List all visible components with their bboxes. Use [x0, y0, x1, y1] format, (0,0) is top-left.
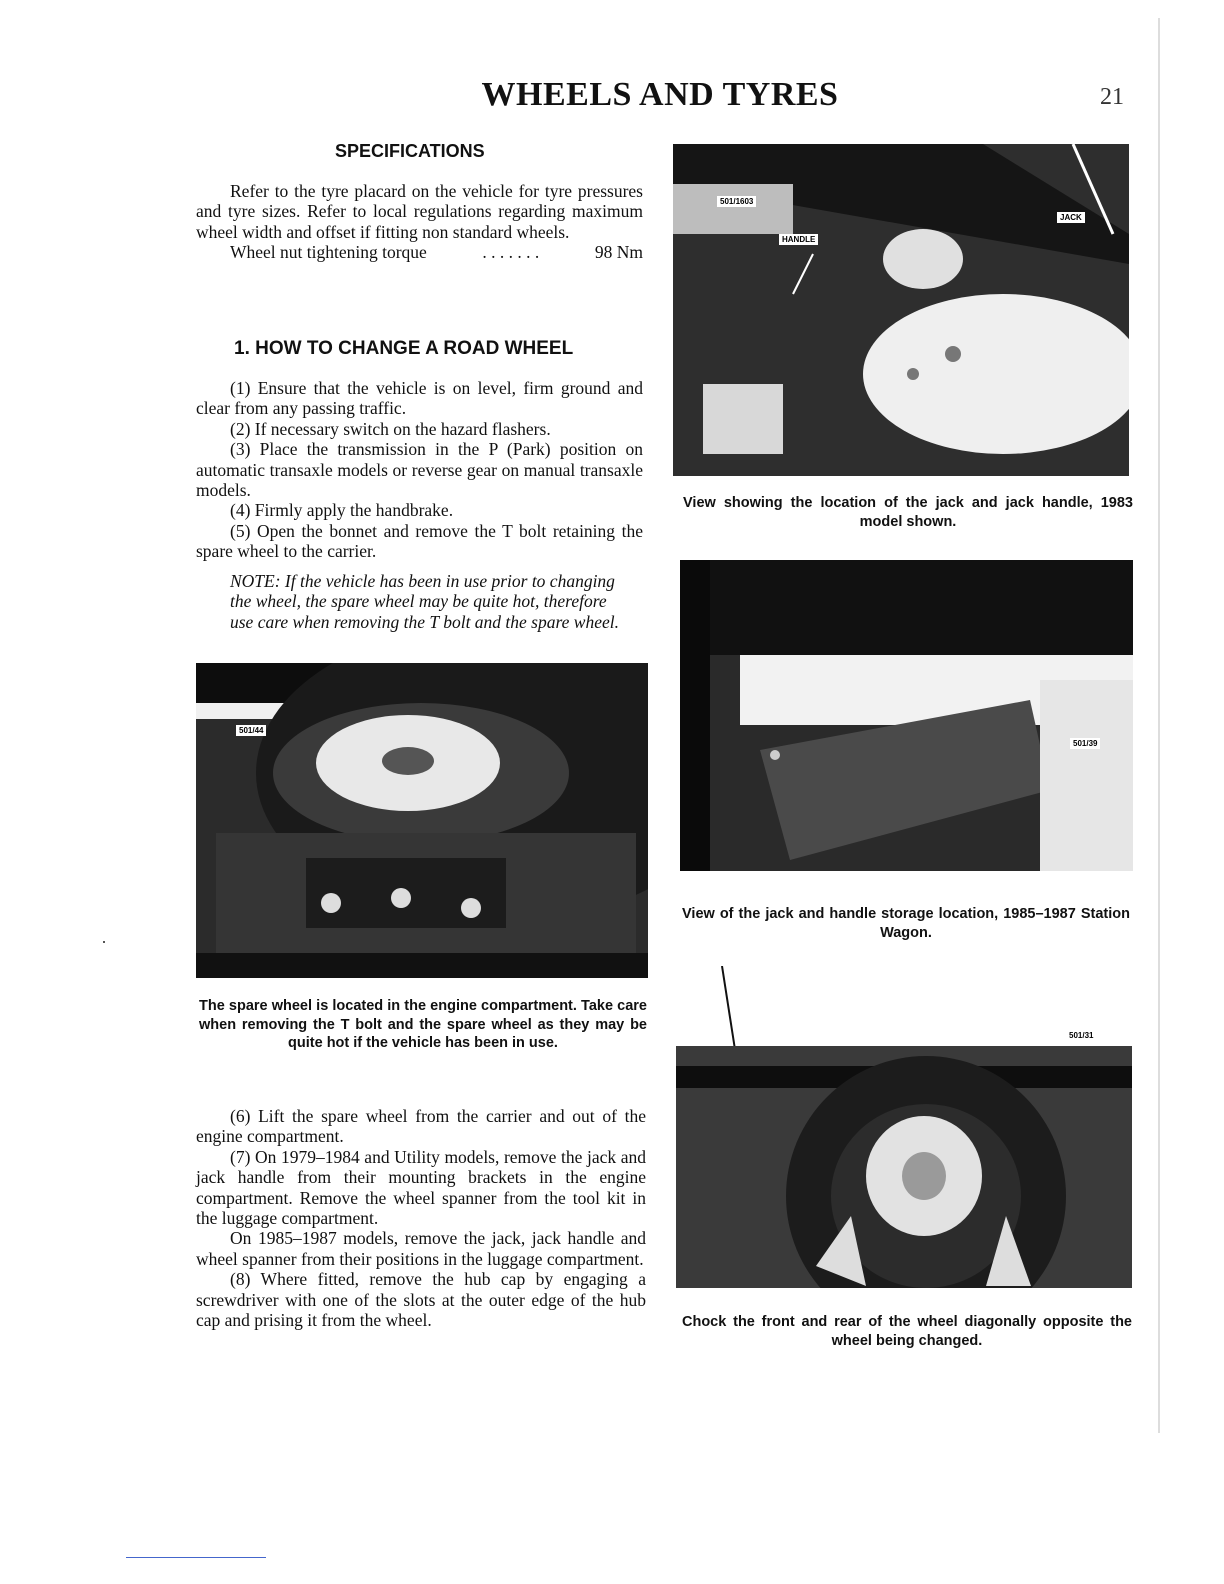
- torque-dots: . . . . . . .: [482, 242, 540, 263]
- steps-1-5: [196, 378, 643, 562]
- specifications-heading: SPECIFICATIONS: [335, 141, 485, 161]
- step-6: (6) Lift the spare wheel from the carrier and out of the engine compartment.: [196, 1106, 646, 1147]
- page-edge-rule: [1158, 18, 1160, 1433]
- page-title: WHEELS AND TYRES: [481, 76, 839, 113]
- torque-label: Wheel nut tightening torque: [230, 242, 427, 263]
- handle-label: HANDLE: [779, 234, 818, 245]
- section-heading: 1. HOW TO CHANGE A ROAD WHEEL: [234, 338, 574, 359]
- step-7-continued: On 1985–1987 models, remove the jack, jack handle and wheel spanner from their positions in the luggage compartment.: [196, 1228, 646, 1269]
- figure-tag: 501/1603: [717, 196, 756, 207]
- footer-link-line: [126, 1557, 266, 1558]
- step-3: (3) Place the transmission in the P (Park) position on automatic transaxle models or reverse gear on manual transaxle models.: [196, 439, 643, 501]
- torque-value: 98 Nm: [594, 242, 643, 263]
- page-number: 21: [1100, 84, 1124, 110]
- engine-bay-illustration: [673, 144, 1129, 476]
- figure-tag: 501/39: [1070, 738, 1100, 749]
- spare-wheel-illustration: [196, 663, 648, 978]
- storage-caption: View of the jack and handle storage location, 1985–1987 Station Wagon.: [682, 906, 1130, 941]
- jack-1983-caption: View showing the location of the jack and jack handle, 1983 model shown.: [683, 495, 1133, 530]
- chock-illustration: [676, 966, 1132, 1288]
- step-4: (4) Firmly apply the handbrake.: [230, 500, 454, 521]
- figure-tag: 501/44: [236, 725, 266, 736]
- torque-spec: [196, 242, 643, 262]
- jack-label: JACK: [1057, 212, 1085, 223]
- photo-jack-1983: [673, 144, 1129, 476]
- chock-caption: Chock the front and rear of the wheel diagonally opposite the wheel being changed.: [682, 1314, 1132, 1349]
- photo-spare-wheel: [196, 663, 648, 978]
- figure-tag: 501/31: [1066, 1030, 1096, 1041]
- step-7: (7) On 1979–1984 and Utility models, remove the jack and jack handle from their mounting brackets in the engine compartment. Remove the wheel spanner from the tool kit in the luggage compartment.: [196, 1146, 646, 1229]
- step-2: (2) If necessary switch on the hazard flashers.: [230, 418, 551, 439]
- specifications-text: [196, 181, 643, 263]
- photo-wheel-chock: [676, 966, 1132, 1288]
- storage-illustration: [680, 560, 1133, 871]
- photo-storage-location: [680, 560, 1133, 871]
- hot-wheel-note: NOTE: If the vehicle has been in use prior to changing the wheel, the spare wheel may be quite hot, therefore use care when removing the T bolt and the spare wheel.: [230, 571, 619, 632]
- spare-wheel-caption: The spare wheel is located in the engine compartment. Take care when removing the T bolt and the spare wheel as they may be quite hot if the vehicle has been in use.: [199, 998, 647, 1051]
- step-1: (1) Ensure that the vehicle is on level, firm ground and clear from any passing traffic.: [196, 378, 643, 419]
- step-8: (8) Where fitted, remove the hub cap by engaging a screwdriver with one of the slots at the outer edge of the hub cap and prising it from the wheel.: [196, 1269, 646, 1331]
- steps-6-8: [196, 1106, 646, 1330]
- step-5: (5) Open the bonnet and remove the T bolt retaining the spare wheel to the carrier.: [196, 520, 643, 562]
- specifications-paragraph: Refer to the tyre placard on the vehicle for tyre pressures and tyre sizes. Refer to local regulations regarding maximum wheel width and offset if fitting non standard wheels.: [196, 181, 643, 242]
- stray-mark: [103, 941, 105, 943]
